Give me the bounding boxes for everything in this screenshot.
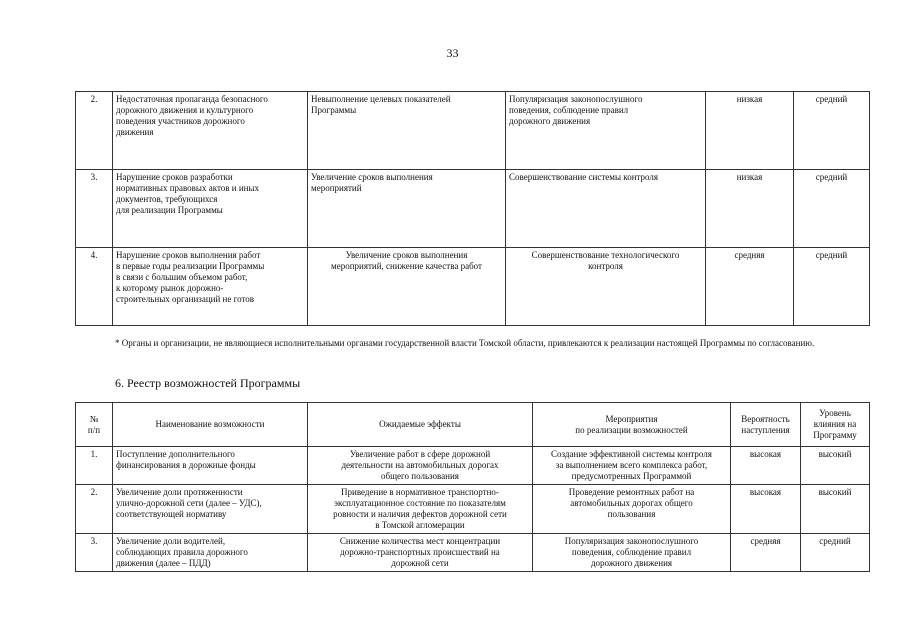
text-line: Нарушение сроков выполнения работ	[116, 250, 261, 260]
text-line: дорожно-транспортных происшествий на	[340, 547, 500, 557]
impact-cell: средний	[801, 534, 870, 572]
text-line: Популяризация законопослушного	[564, 536, 699, 546]
row-number-cell: 1.	[76, 447, 113, 485]
text-line: документов, требующихся	[116, 194, 218, 204]
impact-cell: высокий	[801, 485, 870, 534]
opportunity-name-cell	[113, 447, 308, 485]
text-line: №	[89, 413, 99, 424]
consequence-cell	[308, 170, 506, 248]
text-line: в связи с большим объемом работ,	[116, 272, 248, 282]
text-line: поведения, соблюдение правил	[571, 547, 692, 557]
text-line: Поступление дополнительного	[116, 449, 235, 459]
text-line: мероприятий	[311, 183, 362, 193]
consequence-cell	[308, 248, 506, 326]
text-line: дорожного движения	[590, 558, 673, 568]
consequence-cell	[308, 92, 506, 170]
text-line: контроля	[588, 261, 623, 271]
text-line: Уровень	[819, 408, 851, 418]
table-row	[76, 447, 870, 485]
text-line: Мероприятия	[605, 413, 658, 424]
text-line: в первые годы реализации Программы	[116, 261, 265, 271]
opportunity-name-cell	[113, 485, 308, 534]
row-number-cell: 3.	[76, 170, 113, 248]
text-line: Программу	[813, 430, 857, 440]
text-line: Увеличение сроков выполнения	[311, 172, 433, 182]
text-line: финансирования в дорожные фонды	[116, 460, 256, 470]
expected-effects-cell	[308, 485, 533, 534]
text-line: Программы	[311, 105, 357, 115]
risk-description-cell	[113, 92, 308, 170]
text-line: улично-дорожной сети (далее – УДС),	[116, 498, 262, 508]
header-probability	[731, 403, 801, 447]
table-row	[76, 485, 870, 534]
risk-description-cell	[113, 170, 308, 248]
text-line: Совершенствование системы контроля	[509, 172, 659, 182]
text-line: за выполнением всего комплекса работ,	[555, 460, 708, 470]
probability-cell: высокая	[731, 447, 801, 485]
text-line: Проведение ремонтных работ на	[568, 487, 695, 497]
probability-cell: низкая	[706, 170, 794, 248]
text-line: соблюдающих правила дорожного	[116, 547, 248, 557]
text-line: общего пользования	[381, 471, 459, 481]
measures-cell	[533, 534, 731, 572]
text-line: мероприятий, снижение качества работ	[331, 261, 482, 271]
probability-cell: низкая	[706, 92, 794, 170]
table-row	[76, 92, 870, 170]
row-number-cell: 3.	[76, 534, 113, 572]
text-line: наступления	[741, 424, 790, 435]
text-line: Наименование возможности	[155, 419, 265, 429]
probability-cell: средняя	[731, 534, 801, 572]
section-heading: 6. Реестр возможностей Программы	[115, 376, 301, 390]
text-line: движения (далее – ПДД)	[116, 558, 211, 568]
header-impact	[801, 403, 870, 447]
probability-cell: средняя	[706, 248, 794, 326]
risk-register-table	[75, 91, 870, 326]
expected-effects-cell	[308, 534, 533, 572]
measure-cell	[506, 170, 706, 248]
text-line: движения	[116, 127, 154, 137]
row-number-cell: 2.	[76, 92, 113, 170]
text-line: строительных организаций не готов	[116, 294, 255, 304]
header-measures	[533, 403, 731, 447]
text-line: п/п	[87, 424, 101, 435]
text-line: по реализации возможностей	[575, 424, 688, 435]
opportunities-register-table	[75, 402, 870, 572]
text-line: дорожного движения и культурного	[116, 105, 254, 115]
measures-cell	[533, 447, 731, 485]
text-line: деятельности на автомобильных дорогах	[341, 460, 499, 470]
text-line: Популяризация законопослушного	[509, 94, 643, 104]
probability-cell: высокая	[731, 485, 801, 534]
text-line: дорожного движения	[509, 116, 591, 126]
footnote: * Органы и организации, не являющиеся исполнительными органами государственной власти Томской области, привлекаются к реализации настоящей Программы по согласованию.	[115, 338, 815, 348]
impact-cell: средний	[794, 92, 870, 170]
text-line: к которому рынок дорожно-	[116, 283, 224, 293]
text-line: влияния на	[813, 419, 857, 429]
text-line: Увеличение работ в сфере дорожной	[349, 449, 491, 459]
text-line: Нарушение сроков разработки	[116, 172, 233, 182]
text-line: поведения, соблюдение правил	[509, 105, 629, 115]
table-row	[76, 248, 870, 326]
text-line: Увеличение сроков выполнения	[345, 250, 468, 260]
text-line: Создание эффективной системы контроля	[551, 449, 712, 459]
header-name	[113, 403, 308, 447]
impact-cell: средний	[794, 248, 870, 326]
row-number-cell: 4.	[76, 248, 113, 326]
opportunity-name-cell	[113, 534, 308, 572]
text-line: Приведение в нормативное транспортно-	[341, 487, 499, 497]
text-line: предусмотренных Программой	[571, 471, 692, 481]
text-line: Совершенствование технологического	[531, 250, 680, 260]
row-number-cell: 2.	[76, 485, 113, 534]
text-line: Увеличение доли водителей,	[116, 536, 226, 546]
header-num	[76, 403, 113, 447]
text-line: автомобильных дорогах общего	[570, 498, 693, 508]
text-line: Снижение количества мест концентрации	[339, 536, 501, 546]
header-effects	[308, 403, 533, 447]
impact-cell: средний	[794, 170, 870, 248]
impact-cell: высокий	[801, 447, 870, 485]
text-line: пользования	[607, 509, 656, 519]
text-line: дорожной сети	[391, 558, 449, 568]
text-line: ровности и наличия дефектов дорожной сети	[333, 509, 507, 519]
text-line: Вероятность	[741, 413, 790, 424]
table-row	[76, 534, 870, 572]
text-line: Недостаточная пропаганда безопасного	[116, 94, 268, 104]
expected-effects-cell	[308, 447, 533, 485]
measures-cell	[533, 485, 731, 534]
text-line: в Томской агломерации	[375, 520, 465, 530]
measure-cell	[506, 248, 706, 326]
page-number: 33	[446, 46, 459, 60]
risk-description-cell	[113, 248, 308, 326]
text-line: Невыполнение целевых показателей	[311, 94, 451, 104]
text-line: Увеличение доли протяженности	[116, 487, 243, 497]
table-row	[76, 170, 870, 248]
text-line: для реализации Программы	[116, 205, 223, 215]
text-line: поведения участников дорожного	[116, 116, 245, 126]
text-line: Ожидаемые эффекты	[379, 419, 461, 429]
text-line: эксплуатационное состояние по показателям	[334, 498, 506, 508]
text-line: нормативных правовых актов и иных	[116, 183, 260, 193]
text-line: соответствующей нормативу	[116, 509, 227, 519]
table-header-row	[76, 403, 870, 447]
measure-cell	[506, 92, 706, 170]
